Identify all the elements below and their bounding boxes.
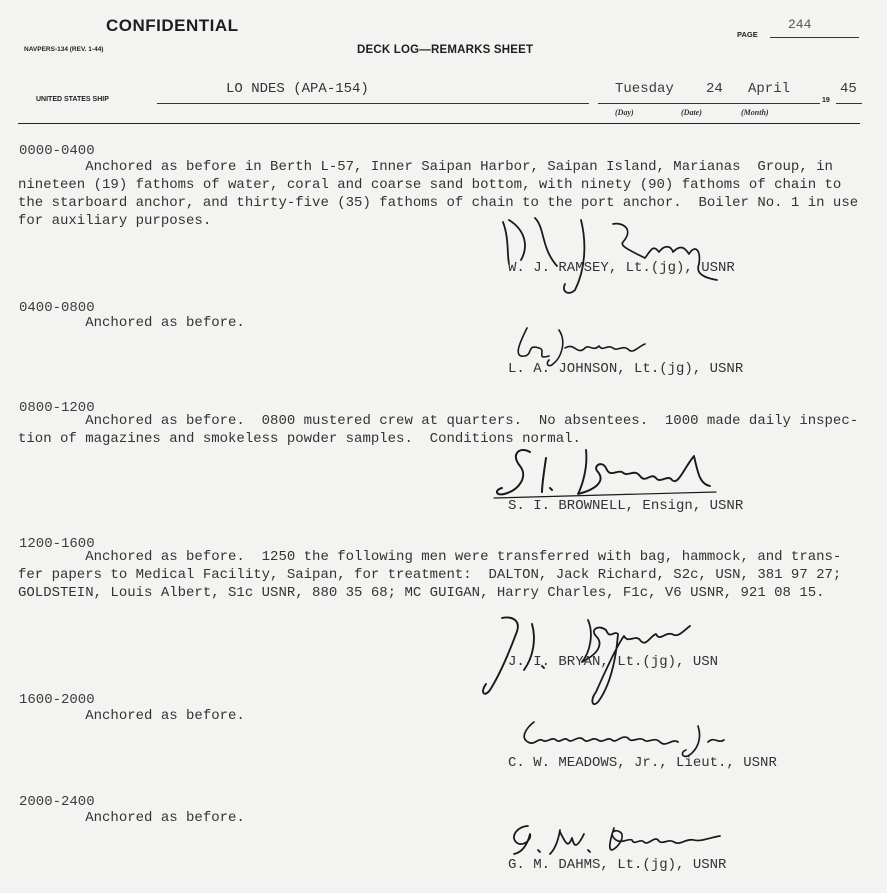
officer-name: C. W. MEADOWS, Jr., Lieut., USNR [508,755,777,771]
confidential-label: CONFIDENTIAL [106,16,239,35]
watch-time: 1200-1600 [19,536,95,552]
signature-brownell [490,438,730,506]
log-day: Tuesday [615,81,674,97]
signature-dahms [498,818,738,858]
watch-remarks: Anchored as before. [18,315,245,331]
ship-line [157,103,589,104]
watch-remarks: Anchored as before in Berth L-57, Inner Saipan Harbor, Saipan Island, Marianas Group, in nineteen (19) fathoms of water, coral and coarse sand bottom, with ninety (90) fathoms of chain to the starboard anchor, and thirty-five (35) fathoms of chain to the port anchor. Boiler No. 1 in use for auxiliary purposes. [18,159,859,229]
year-prefix: 19 [822,97,830,104]
date-caption: (Date) [681,108,702,117]
watch-remarks: Anchored as before. 0800 mustered crew at quarters. No absentees. 1000 made daily inspec- tion of magazines and smokeless powder samples. Conditions normal. [18,413,859,447]
watch-time: 2000-2400 [19,794,95,810]
date-line [598,103,820,104]
ship-label: UNITED STATES SHIP [36,96,109,103]
page-title: DECK LOG—REMARKS SHEET [357,44,534,56]
page-number: 244 [788,17,812,32]
year-line [836,103,862,104]
signature-ramsey [495,208,735,298]
form-id: NAVPERS-134 (REV. 1-44) [24,46,104,53]
log-year: 45 [840,81,857,97]
watch-remarks: Anchored as before. [18,708,245,724]
officer-name: S. I. BROWNELL, Ensign, USNR [508,498,744,514]
month-caption: (Month) [741,108,769,117]
watch-time: 0400-0800 [19,300,95,316]
watch-remarks: Anchored as before. 1250 the following men were transferred with bag, hammock, and trans- fer papers to Medical Facility, Saipan, for treatment: DALTON, Jack Richard, S2c, USN, 381 97 27; GOLDSTEIN, Louis Albert, S1c USNR, 880 35 68; MC GUIGAN, Harry Charles, F1c, V6 USNR, 921 08 15. [18,549,842,601]
watch-time: 0000-0400 [19,143,95,159]
log-date: 24 [706,81,723,97]
header-rule [18,123,860,124]
day-caption: (Day) [615,108,634,117]
officer-name: G. M. DAHMS, Lt.(jg), USNR [508,857,727,873]
log-month: April [748,81,791,97]
watch-time: 0800-1200 [19,400,95,416]
page-number-line [770,37,859,38]
officer-name: J. I. BRYAN, Lt.(jg), USN [508,654,719,670]
officer-name: L. A. JOHNSON, Lt.(jg), USNR [508,361,744,377]
watch-remarks: Anchored as before. [18,810,245,826]
ship-name: LO NDES (APA-154) [226,81,369,97]
page-label: PAGE [737,30,758,39]
officer-name: W. J. RAMSEY, Lt.(jg), USNR [508,260,735,276]
watch-time: 1600-2000 [19,692,95,708]
